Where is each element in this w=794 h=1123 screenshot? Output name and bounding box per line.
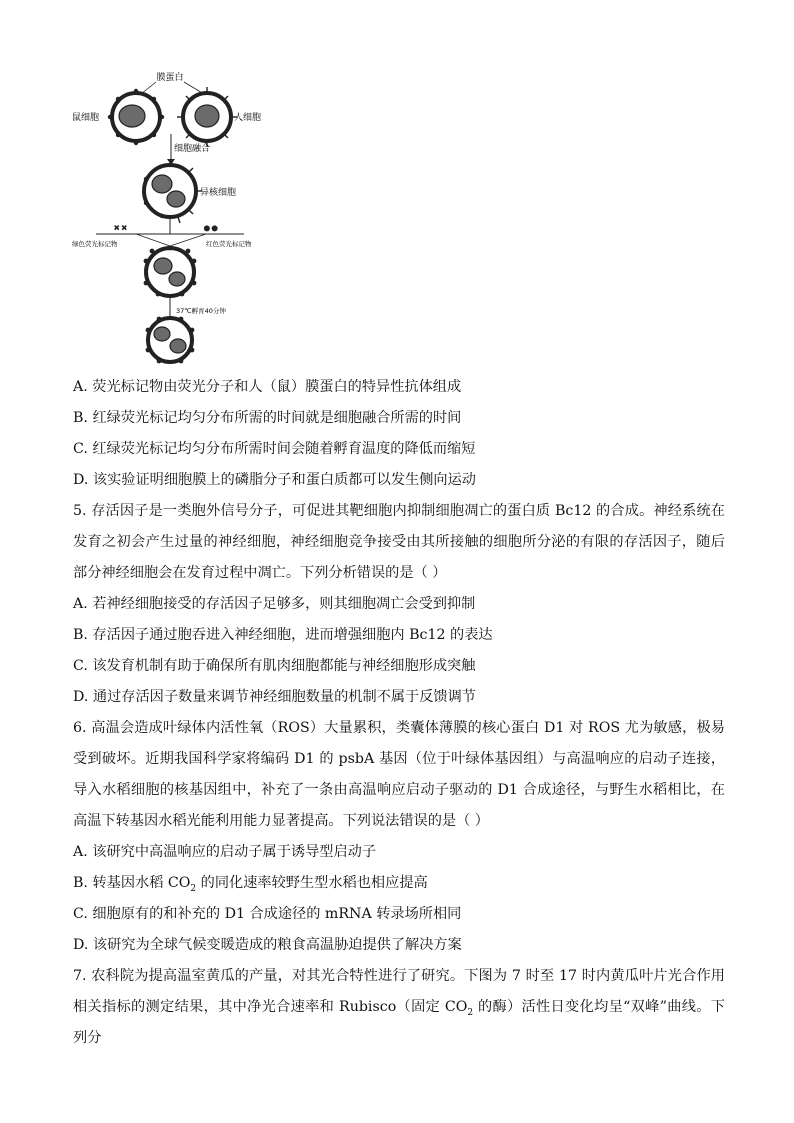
mouse-cell-label: 鼠细胞: [72, 113, 100, 123]
q5-option-a: A. 若神经细胞接受的存活因子足够多，则其细胞凋亡会受到抑制: [73, 596, 476, 612]
q6-option-b-sub: 2: [190, 883, 197, 894]
green-marker-label: 绿色荧光标记物: [72, 240, 118, 248]
human-cell: [177, 87, 237, 147]
red-marker-label: 红色荧光标记物: [206, 240, 252, 248]
q6-option-d: D. 该研究为全球气候变暖造成的粮食高温胁迫提供了解决方案: [73, 937, 462, 953]
heterokaryon-cell: [144, 163, 202, 223]
q4-option-d: D. 该实验证明细胞膜上的磷脂分子和蛋白质都可以发生侧向运动: [73, 472, 476, 488]
q6-option-a: A. 该研究中高温响应的启动子属于诱导型启动子: [73, 844, 377, 860]
q6-option-b-post: 的同化速率较野生型水稻也相应提高: [196, 875, 428, 891]
human-cell-label: 人细胞: [234, 113, 262, 123]
cell-fusion-diagram: [66, 66, 276, 366]
question-content: [73, 372, 725, 1054]
q7-stem: [73, 961, 725, 1054]
q5-option-b: B. 存活因子通过胞吞进入神经细胞，进而增强细胞内 Bc12 的表达: [73, 627, 493, 643]
q5-option-c: C. 该发育机制有助于确保所有肌肉细胞都能与神经细胞形成突触: [73, 658, 476, 674]
svg-text:● ●: ● ●: [204, 224, 218, 232]
q5-option-d: D. 通过存活因子数量来调节神经细胞数量的机制不属于反馈调节: [73, 689, 476, 705]
q6-stem: 6. 高温会造成叶绿体内活性氧（ROS）大量累积，类囊体薄膜的核心蛋白 D1 对 ROS 尤为敏感，极易受到破坏。近期我国科学家将编码 D1 的 psbA 基因（位于叶绿体基因组）与高温响应的启动子连接，导入水稻细胞的核基因组中，补充了一条由高温响应启动子驱动的 D1 合成途径，与野生水稻相比，在高温下转基因水稻光能利用能力显著提高。下列说法错误的是（ ）: [73, 720, 725, 829]
membrane-protein-label: 膜蛋白: [156, 73, 184, 83]
svg-text:✕ ✕: ✕ ✕: [114, 224, 127, 232]
q4-option-b: B. 红绿荧光标记均匀分布所需的时间就是细胞融合所需的时间: [73, 410, 462, 426]
cell-fusion-figure: [66, 66, 276, 366]
q7-stem-pre: 7. 农科院为提高温室黄瓜的产量，对其光合特性进行了研究。下图为 7 时至 17 时内黄瓜叶片光合作用相关指标的测定结果，其中净光合速率和 Rubisco（固定 CO: [73, 968, 725, 1015]
q6-option-b: [73, 868, 725, 899]
q5-stem: 5. 存活因子是一类胞外信号分子，可促进其靶细胞内抑制细胞凋亡的蛋白质 Bc12 的合成。神经系统在发育之初会产生过量的神经细胞，神经细胞竞争接受由其所接触的细胞所分泌的有限的存活因子，随后部分神经细胞会在发育过程中凋亡。下列分析错误的是（ ）: [73, 503, 725, 581]
q4-option-c: C. 红绿荧光标记均匀分布所需时间会随着孵育温度的降低而缩短: [73, 441, 476, 457]
q6-option-c: C. 细胞原有的和补充的 D1 合成途径的 mRNA 转录场所相同: [73, 906, 462, 922]
incubation-label: 37℃孵育40分钟: [176, 307, 226, 315]
q4-option-a: A. 荧光标记物由荧光分子和人（鼠）膜蛋白的特异性抗体组成: [73, 379, 462, 395]
q6-option-b-pre: B. 转基因水稻 CO: [73, 875, 191, 891]
heterokaryon-label: 异核细胞: [200, 188, 237, 198]
labeled-cell: [144, 246, 197, 297]
cell-fusion-label: 细胞融合: [174, 144, 211, 154]
q7-stem-sub: 2: [467, 1007, 474, 1018]
q7-stem-post: 的酶）活性日变化均呈“双峰”曲线。下列分: [73, 999, 725, 1046]
mouse-cell: [108, 89, 164, 145]
final-cell: [146, 317, 195, 364]
